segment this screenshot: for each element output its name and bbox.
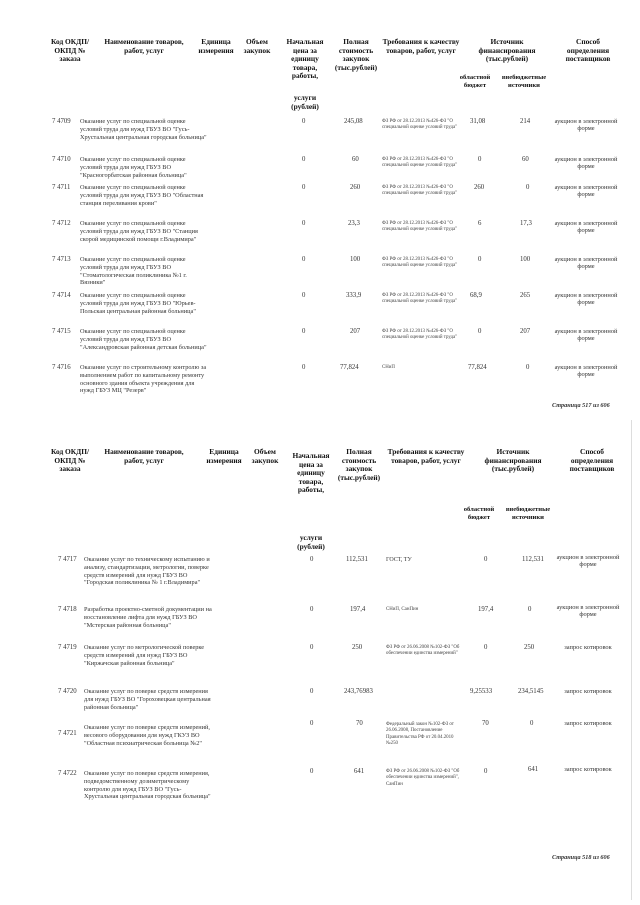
row-method: аукцион в электронной форме [554,156,618,171]
row-price: 0 [302,292,306,299]
row-price: 0 [310,556,314,563]
header-requirements: Требования к качеству товаров, работ, услуг [387,447,465,465]
row-regional: 197,4 [478,606,494,613]
row-price: 0 [302,220,306,227]
row-name: Оказание услуг по специальной оценке условий труда для нужд ГБУЗ ВО "Стоматологическая поликлиника №1 г. Вязники" [80,256,187,287]
row-code: 7 4710 [52,156,71,163]
row-code: 7 4722 [58,770,77,777]
row-code: 7 4712 [52,220,71,227]
header-start-price: Начальная цена за единицу товара, работы, [292,451,330,495]
row-requirements: ФЗ РФ от 28.12.2013 №426-ФЗ "О специальной оценке условий труда" [382,257,458,269]
row-extra: 0 [528,606,532,613]
row-code: 7 4718 [58,606,77,613]
row-regional: 260 [474,184,485,191]
row-regional: 0 [478,156,482,163]
page-number-footer: Страница 517 из 606 [552,402,610,409]
row-price: 0 [310,606,314,613]
row-regional: 0 [484,556,488,563]
row-method: аукцион в электронной форме [554,328,618,343]
row-requirements: ФЗ РФ от 26.06.2008 №102-ФЗ "Об обеспечении единства измерений" [386,645,460,657]
row-code: 7 4711 [52,184,71,191]
row-name: Оказание услуг по поверке средств измерений, весового оборудования для нужд ГКУЗ ВО "Областная психиатрическая больница №2" [84,724,210,747]
header-unit: Единица измерения [198,37,234,55]
row-method: запрос котировок [564,688,612,695]
row-method: аукцион в электронной форме [554,118,618,133]
row-name: Оказание услуг по поверке средств измерения для нужд ГБУЗ ВО "Гороховецкая центральная районная больница" [84,688,211,711]
row-price: 0 [302,118,306,125]
row-cost: 197,4 [350,606,366,613]
row-price: 0 [310,644,314,651]
row-price: 0 [310,768,314,775]
row-extra: 0 [526,364,530,371]
row-code: 7 4719 [58,644,77,651]
header-source: Источник финансирования (тыс.рублей) [478,37,536,64]
row-code: 7 4715 [52,328,71,335]
row-extra: 234,5145 [518,688,544,695]
row-name: Оказание услуг по специальной оценке условий труда для нужд ГБУЗ ВО "Юрьев-Польская центральная районная больница" [80,292,196,315]
row-cost: 77,824 [340,364,359,371]
row-extra: 265 [520,292,531,299]
row-cost: 207 [350,328,361,335]
header-start-price-unit: услуги (рублей) [297,533,325,551]
row-cost: 260 [350,184,361,191]
row-name: Оказание услуг по специальной оценке условий труда для нужд ГБУЗ ВО "Гусь-Хрустальная центральная городская больница" [80,118,207,141]
header-unit: Единица измерения [206,447,242,465]
row-regional: 0 [484,644,488,651]
row-method: аукцион в электронной форме [554,184,618,199]
row-name: Оказание услуг по строительному контролю за выполнением работ по капитальному ремонту основного здания объекта учреждения для нужд ГБУЗ МЦ "Резерв" [80,364,207,395]
row-name: Оказание услуг по специальной оценке условий труда для нужд ГБУЗ ВО "Александровская районная детская больница" [80,328,207,351]
header-method: Способ определения поставщиков [565,37,611,64]
row-code: 7 4716 [52,364,71,371]
row-regional: 0 [478,256,482,263]
header-source: Источник финансирования (тыс.рублей) [484,447,542,474]
header-start-price-unit: услуги (рублей) [291,93,319,111]
row-cost: 245,08 [344,118,363,125]
row-price: 0 [310,720,314,727]
header-source-extra: внебюджетные источники [501,74,547,89]
row-requirements: ФЗ РФ от 28.12.2013 №426-ФЗ "О специальной оценке условий труда" [382,157,458,169]
row-extra: 0 [530,720,534,727]
row-regional: 6 [478,220,482,227]
row-extra: 17,3 [520,220,532,227]
row-name: Оказание услуг по специальной оценке условий труда для нужд ГБУЗ ВО "Станция скорой медицинской помощи г.Владимира" [80,220,198,243]
row-cost: 100 [350,256,361,263]
row-requirements: Федеральный закон №102-ФЗ от 26.06.2008, Постановление Правительства РФ от 20.04.2010 №250 [386,722,454,746]
row-extra: 214 [520,118,531,125]
header-volume: Объем закупок [251,447,279,465]
row-requirements: СНиП, СанПин [386,607,419,612]
header-code: Код ОКДП/ ОКПД № заказа [50,37,90,64]
row-method: запрос котировок [564,644,612,651]
header-full-cost: Полная стоимость закупок (тыс.рублей) [337,447,381,482]
header-code: Код ОКДП/ ОКПД № заказа [50,447,90,474]
row-requirements: ГОСТ, ТУ [386,557,412,563]
row-extra: 0 [526,184,530,191]
row-method: аукцион в электронной форме [554,220,618,235]
row-cost: 243,76983 [344,688,373,695]
row-regional: 77,824 [468,364,487,371]
row-cost: 60 [352,156,359,163]
page-number-footer: Страница 518 из 606 [552,854,610,861]
row-price: 0 [302,364,306,371]
row-code: 7 4709 [52,118,71,125]
header-volume: Объем закупок [243,37,271,55]
row-method: аукцион в электронной форме [554,256,618,271]
row-requirements: ФЗ РФ от 26.06.2008 №102-ФЗ "Об обеспечении единства измерений", СанПин [386,769,460,787]
row-code: 7 4713 [52,256,71,263]
scan-edge-line [631,420,632,900]
row-cost: 250 [352,644,363,651]
row-regional: 9,25533 [470,688,493,695]
row-name: Оказание услуг по специальной оценке условий труда для нужд ГБУЗ ВО "Областная станция переливания крови" [80,184,204,207]
header-start-price: Начальная цена за единицу товара, работы, [286,37,324,81]
row-method: аукцион в электронной форме [556,554,620,569]
row-method: аукцион в электронной форме [556,604,620,619]
row-extra: 112,531 [522,556,544,563]
row-extra: 250 [524,644,535,651]
row-code: 7 4714 [52,292,71,299]
row-code: 7 4717 [58,556,77,563]
row-requirements: ФЗ РФ от 28.12.2013 №426-ФЗ "О специальной оценке условий труда" [382,329,458,341]
header-name: Наименование товаров, работ, услуг [104,37,184,55]
row-code: 7 4720 [58,688,77,695]
header-requirements: Требования к качеству товаров, работ, услуг [382,37,460,55]
row-price: 0 [302,328,306,335]
row-cost: 70 [356,720,363,727]
header-name: Наименование товаров, работ, услуг [104,447,184,465]
row-regional: 0 [478,328,482,335]
row-extra: 207 [520,328,531,335]
row-regional: 0 [484,768,488,775]
header-full-cost: Полная стоимость закупок (тыс.рублей) [334,37,378,72]
row-regional: 31,08 [470,118,486,125]
row-method: запрос котировок [564,720,612,727]
row-name: Оказание услуг по техническому испытанию и анализу, стандартизации, метрологии, поверке средств измерений для нужд ГБУЗ ВО "Городская поликлиника № 1 г.Владимира" [84,556,210,587]
row-requirements: ФЗ РФ от 28.12.2013 №426-ФЗ "О специальной оценке условий труда" [382,221,458,233]
row-price: 0 [302,256,306,263]
row-cost: 112,531 [346,556,368,563]
row-name: Оказание услуг по специальной оценке условий труда для нужд ГБУЗ ВО "Красногорбатская районная больница" [80,156,187,179]
row-method: запрос котировок [564,766,612,773]
row-name: Оказание услуг по поверке средств измерения, подведомственному дозиметрическому контролю для нужд ГБУЗ ВО "Гусь-Хрустальная центральная городская больница" [84,770,211,801]
row-requirements: СНиП [382,365,395,370]
row-regional: 70 [482,720,489,727]
row-name: Разработка проектно-сметной документации на восстановление лифта для нужд ГБУЗ ВО "Мстерская районная больница" [84,606,212,629]
row-code: 7 4721 [58,730,77,737]
row-cost: 641 [354,768,365,775]
row-regional: 68,9 [470,292,482,299]
row-price: 0 [302,156,306,163]
row-requirements: ФЗ РФ от 28.12.2013 №426-ФЗ "О специальной оценке условий труда" [382,119,458,131]
row-method: аукцион в электронной форме [554,364,618,379]
row-extra: 60 [522,156,529,163]
row-cost: 333,9 [346,292,362,299]
row-requirements: ФЗ РФ от 28.12.2013 №426-ФЗ "О специальной оценке условий труда" [382,293,458,305]
row-name: Оказание услуг по метрологической поверке средств измерений для нужд ГБУЗ ВО "Киржачская районная больница" [84,644,205,667]
row-price: 0 [310,688,314,695]
row-extra: 641 [528,766,539,773]
row-method: аукцион в электронной форме [554,292,618,307]
row-extra: 100 [520,256,531,263]
row-cost: 23,3 [348,220,360,227]
row-requirements: ФЗ РФ от 28.12.2013 №426-ФЗ "О специальной оценке условий труда" [382,185,458,197]
header-method: Способ определения поставщиков [569,447,615,474]
header-source-regional: областной бюджет [459,74,491,89]
header-source-extra: внебюджетные источники [505,506,551,521]
header-source-regional: областной бюджет [463,506,495,521]
row-price: 0 [302,184,306,191]
